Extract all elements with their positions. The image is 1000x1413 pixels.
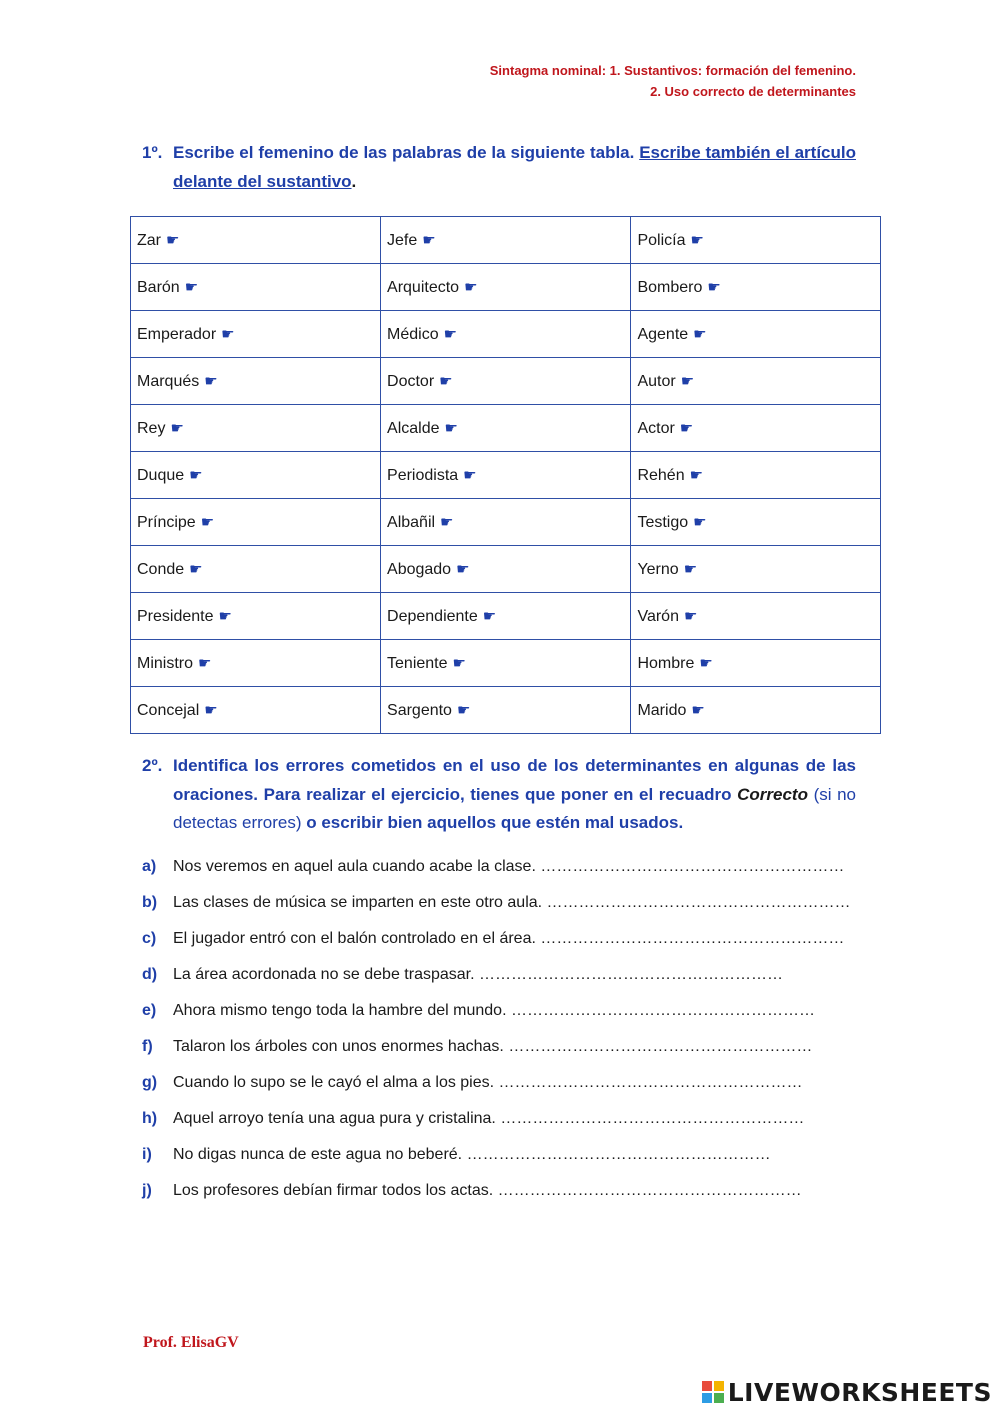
word-cell[interactable] xyxy=(631,311,881,358)
pointing-hand-icon: ☛ xyxy=(422,231,436,249)
pointing-hand-icon: ☛ xyxy=(699,654,713,672)
pointing-hand-icon: ☛ xyxy=(689,466,704,484)
sentence-label: j) xyxy=(142,1182,152,1199)
sentence-item xyxy=(142,1110,804,1128)
pointing-hand-icon: ☛ xyxy=(707,278,721,296)
word-label: Rey xyxy=(137,419,166,437)
word-label: Dependiente xyxy=(387,607,478,625)
word-label: Arquitecto xyxy=(387,278,460,296)
page-header xyxy=(490,60,856,102)
word-cell[interactable] xyxy=(631,358,881,405)
sentence-item xyxy=(142,1146,771,1164)
header-line-1: Sintagma nominal: 1. Sustantivos: formación del femenino. xyxy=(489,63,856,78)
word-label: Marqués xyxy=(137,372,200,390)
word-cell[interactable] xyxy=(381,499,631,546)
word-label: Agente xyxy=(637,325,689,343)
exercise-1-period: . xyxy=(351,172,357,191)
sentence-label: b) xyxy=(142,894,158,911)
exercise-2-instructions xyxy=(142,752,856,838)
pointing-hand-icon: ☛ xyxy=(444,419,458,437)
sentence-item xyxy=(142,1182,802,1200)
sentence-label: f) xyxy=(142,1038,153,1055)
sentence-text: Cuando lo supo se le cayó el alma a los pies. xyxy=(173,1074,495,1091)
exercise-2-parenthetical: (si no detectas errores) xyxy=(173,784,857,832)
liveworksheets-logo-text: LIVEWORKSHEETS xyxy=(727,1377,992,1407)
word-label: Policía xyxy=(637,231,686,249)
pointing-hand-icon: ☛ xyxy=(440,513,454,531)
sentence-item xyxy=(142,930,844,948)
table-row xyxy=(131,405,881,452)
word-label: Abogado xyxy=(387,560,452,578)
word-label: Marido xyxy=(637,701,687,719)
word-cell[interactable] xyxy=(131,546,381,593)
sentence-item xyxy=(142,894,851,912)
word-cell[interactable] xyxy=(381,405,631,452)
word-cell[interactable] xyxy=(381,593,631,640)
sentence-text: Talaron los árboles con unos enormes hachas. xyxy=(173,1038,504,1055)
word-cell[interactable] xyxy=(131,499,381,546)
answer-blank[interactable]: ………………………………………………… xyxy=(546,894,851,911)
exercise-2-correcto: Correcto xyxy=(737,784,808,804)
word-cell[interactable] xyxy=(631,687,881,734)
pointing-hand-icon: ☛ xyxy=(679,419,694,437)
word-cell[interactable] xyxy=(631,405,881,452)
table-row xyxy=(131,546,881,593)
word-label: Duque xyxy=(137,466,185,484)
word-label: Barón xyxy=(137,278,180,296)
pointing-hand-icon: ☛ xyxy=(218,607,232,625)
word-label: Teniente xyxy=(387,654,448,672)
exercise-2-number: 2º. xyxy=(142,756,163,775)
table-row xyxy=(131,593,881,640)
word-label: Ministro xyxy=(137,654,194,672)
words-table xyxy=(130,216,881,734)
word-cell[interactable] xyxy=(631,499,881,546)
sentence-label: h) xyxy=(142,1110,158,1127)
table-row xyxy=(131,264,881,311)
sentence-text: No digas nunca de este agua no beberé. xyxy=(173,1146,463,1163)
word-cell[interactable] xyxy=(381,358,631,405)
sentence-item xyxy=(142,1002,815,1020)
word-label: Autor xyxy=(637,372,676,390)
pointing-hand-icon: ☛ xyxy=(204,372,218,390)
exercise-1-text: Escribe el femenino de las palabras de la siguiente tabla. xyxy=(173,143,640,162)
word-cell[interactable] xyxy=(131,217,381,264)
author-credit: Prof. ElisaGV xyxy=(143,1334,239,1351)
pointing-hand-icon: ☛ xyxy=(482,607,497,625)
word-cell[interactable] xyxy=(631,217,881,264)
table-row xyxy=(131,311,881,358)
pointing-hand-icon: ☛ xyxy=(693,513,707,531)
pointing-hand-icon: ☛ xyxy=(200,513,215,531)
word-label: Sargento xyxy=(387,701,452,719)
sentence-label: g) xyxy=(142,1074,158,1091)
word-cell[interactable] xyxy=(131,687,381,734)
answer-blank[interactable]: ………………………………………………… xyxy=(497,1182,802,1199)
pointing-hand-icon: ☛ xyxy=(693,325,707,343)
pointing-hand-icon: ☛ xyxy=(221,325,235,343)
word-cell[interactable] xyxy=(131,311,381,358)
exercise-1-underlined-text: Escribe también el artículo delante del sustantivo xyxy=(173,143,856,191)
exercise-1-number: 1º. xyxy=(142,143,163,162)
pointing-hand-icon: ☛ xyxy=(690,231,704,249)
sentence-text: Ahora mismo tengo toda la hambre del mundo. xyxy=(173,1002,507,1019)
answer-blank[interactable]: ………………………………………………… xyxy=(540,858,845,875)
answer-blank[interactable]: ………………………………………………… xyxy=(479,966,784,983)
word-cell[interactable] xyxy=(381,546,631,593)
word-label: Presidente xyxy=(137,607,214,625)
sentence-item xyxy=(142,1074,803,1092)
liveworksheets-logo xyxy=(702,1377,992,1407)
word-label: Jefe xyxy=(387,231,418,249)
pointing-hand-icon: ☛ xyxy=(166,231,180,249)
answer-blank[interactable]: ………………………………………………… xyxy=(540,930,845,947)
word-cell[interactable] xyxy=(131,593,381,640)
word-cell[interactable] xyxy=(631,593,881,640)
pointing-hand-icon: ☛ xyxy=(198,654,212,672)
answer-blank[interactable]: ………………………………………………… xyxy=(510,1002,815,1019)
pointing-hand-icon: ☛ xyxy=(443,325,458,343)
word-label: Albañil xyxy=(387,513,436,531)
word-label: Doctor xyxy=(387,372,435,390)
word-cell[interactable] xyxy=(131,640,381,687)
sentence-text: El jugador entró con el balón controlado en el área. xyxy=(173,930,536,947)
word-label: Actor xyxy=(637,419,675,437)
pointing-hand-icon: ☛ xyxy=(189,560,203,578)
word-label: Conde xyxy=(137,560,185,578)
sentence-label: e) xyxy=(142,1002,157,1019)
word-cell[interactable] xyxy=(381,217,631,264)
word-cell[interactable] xyxy=(131,264,381,311)
word-label: Príncipe xyxy=(137,513,196,531)
table-row xyxy=(131,358,881,405)
word-label: Zar xyxy=(137,231,161,249)
sentence-label: i) xyxy=(142,1146,152,1163)
word-label: Testigo xyxy=(637,513,689,531)
table-row xyxy=(131,452,881,499)
answer-blank[interactable]: ………………………………………………… xyxy=(498,1074,803,1091)
answer-blank[interactable]: ………………………………………………… xyxy=(500,1110,805,1127)
word-cell[interactable] xyxy=(381,640,631,687)
word-label: Varón xyxy=(637,607,679,625)
word-cell[interactable] xyxy=(131,358,381,405)
pointing-hand-icon: ☛ xyxy=(463,466,477,484)
pointing-hand-icon: ☛ xyxy=(204,701,218,719)
exercise-2-text: Identifica los errores cometidos en el uso de los determinantes en algunas de las oraciones. Para realizar el ejercicio, tienes que poner en el recuadro xyxy=(173,756,856,804)
sentence-item xyxy=(142,1038,812,1056)
liveworksheets-logo-icon xyxy=(702,1381,724,1403)
word-label: Alcalde xyxy=(387,419,440,437)
table-row xyxy=(131,640,881,687)
word-cell[interactable] xyxy=(631,452,881,499)
pointing-hand-icon: ☛ xyxy=(189,466,203,484)
pointing-hand-icon: ☛ xyxy=(456,701,471,719)
pointing-hand-icon: ☛ xyxy=(184,278,199,296)
word-cell[interactable] xyxy=(381,311,631,358)
word-cell[interactable] xyxy=(631,546,881,593)
word-label: Médico xyxy=(387,325,439,343)
pointing-hand-icon: ☛ xyxy=(691,701,705,719)
word-cell[interactable] xyxy=(131,405,381,452)
pointing-hand-icon: ☛ xyxy=(683,607,698,625)
answer-blank[interactable]: ………………………………………………… xyxy=(466,1146,771,1163)
word-cell[interactable] xyxy=(381,687,631,734)
word-label: Emperador xyxy=(137,325,217,343)
sentence-item xyxy=(142,966,783,984)
header-line-2: 2. Uso correcto de determinantes xyxy=(650,84,856,99)
pointing-hand-icon: ☛ xyxy=(680,372,695,390)
word-cell[interactable] xyxy=(631,640,881,687)
sentence-text: Las clases de música se imparten en este otro aula. xyxy=(173,894,543,911)
table-row xyxy=(131,499,881,546)
sentence-item xyxy=(142,858,844,876)
pointing-hand-icon: ☛ xyxy=(452,654,466,672)
sentence-label: c) xyxy=(142,930,157,947)
answer-blank[interactable]: ………………………………………………… xyxy=(508,1038,813,1055)
pointing-hand-icon: ☛ xyxy=(683,560,698,578)
word-label: Concejal xyxy=(137,701,200,719)
pointing-hand-icon: ☛ xyxy=(439,372,453,390)
word-cell[interactable] xyxy=(381,452,631,499)
pointing-hand-icon: ☛ xyxy=(456,560,470,578)
word-cell[interactable] xyxy=(631,264,881,311)
word-label: Rehén xyxy=(637,466,685,484)
word-label: Yerno xyxy=(637,560,679,578)
table-row xyxy=(131,687,881,734)
table-row xyxy=(131,217,881,264)
word-label: Periodista xyxy=(387,466,459,484)
sentence-label: a) xyxy=(142,858,157,875)
sentence-text: Los profesores debían firmar todos los actas. xyxy=(173,1182,494,1199)
sentence-text: Nos veremos en aquel aula cuando acabe la clase. xyxy=(173,858,536,875)
exercise-2-text-end: o escribir bien aquellos que estén mal usados. xyxy=(301,813,684,832)
sentence-text: Aquel arroyo tenía una agua pura y cristalina. xyxy=(173,1110,496,1127)
sentence-text: La área acordonada no se debe traspasar. xyxy=(173,966,475,983)
exercise-1-instructions xyxy=(142,138,856,196)
pointing-hand-icon: ☛ xyxy=(170,419,184,437)
word-cell[interactable] xyxy=(131,452,381,499)
word-cell[interactable] xyxy=(381,264,631,311)
word-label: Bombero xyxy=(637,278,703,296)
sentence-label: d) xyxy=(142,966,158,983)
pointing-hand-icon: ☛ xyxy=(464,278,478,296)
word-label: Hombre xyxy=(637,654,695,672)
